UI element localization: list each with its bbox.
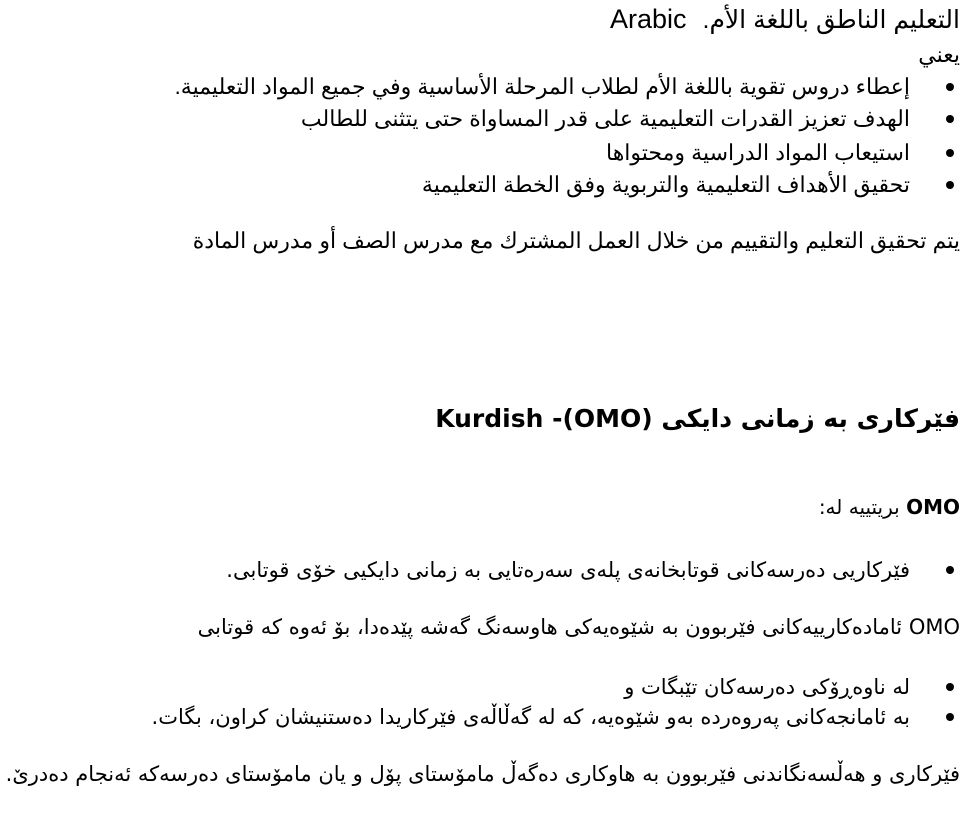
bullet-icon [946,683,954,691]
kurdish-bullet-text: بە ئامانجەکانی پەروەردە بەو شێوەیە، کە لە گەڵاڵەی فێرکاریدا دەستنیشان کراون، بگات. [151,705,910,729]
kurdish-bullet-text: لە ناوەڕۆکی دەرسەکان تێبگات و [624,675,910,699]
kurdish-paragraph: OMO ئامادەکارییەکانی فێربوون بە شێوەیەکی هاوسەنگ گەشە پێدەدا، بۆ ئەوە کە قوتابی [197,615,960,639]
kurdish-bullet-item [0,672,960,702]
arabic-bullet-item [0,104,960,134]
bullet-icon [946,83,954,91]
arabic-bullet-item [0,72,960,102]
kurdish-bullet-item [0,555,960,585]
kurdish-bullet-item [0,702,960,732]
bullet-icon [946,713,954,721]
arabic-title-line [0,4,960,35]
bullet-icon [946,566,954,574]
bullet-icon [946,149,954,157]
arabic-bullet-item [0,170,960,200]
arabic-closing: يتم تحقيق التعليم والتقييم من خلال العمل المشترك مع مدرس الصف أو مدرس المادة [192,228,960,253]
kurdish-omo-line [0,492,960,522]
arabic-title: التعليم الناطق باللغة الأم. [702,6,960,34]
bullet-icon [946,181,954,189]
arabic-bullet-text: الهدف تعزيز القدرات التعليمية على قدر المساواة حتى يتثنى للطالب [300,106,910,131]
arabic-intro: يعني [918,42,960,67]
kurdish-closing: فێرکاری و هەڵسەنگاندنی فێربوون بە هاوکاری دەگەڵ مامۆستای پۆل و یان مامۆستای دەرسەکە ئەنجام دەدرێ. [5,762,960,786]
arabic-bullet-text: إعطاء دروس تقوية باللغة الأم لطلاب المرحلة الأساسية وفي جميع المواد التعليمية. [174,74,910,99]
omo-label: OMO [906,495,960,519]
kurdish-bullet-text: فێرکاریی دەرسەکانی قوتابخانەی پلەی سەرەتایی بە زمانی دایکیی خۆی قوتابی. [226,558,910,582]
arabic-language-label: Arabic [609,4,687,34]
arabic-bullet-text: استيعاب المواد الدراسية ومحتواها [606,140,910,165]
bullet-icon [946,115,954,123]
arabic-bullet-item [0,138,960,168]
arabic-bullet-text: تحقيق الأهداف التعليمية والتربوية وفق الخطة التعليمية [421,172,910,197]
kurdish-heading: فێرکاری بە زمانی دایکی (OMO)- Kurdish [435,404,960,433]
omo-suffix: بریتییە لە: [818,495,900,519]
